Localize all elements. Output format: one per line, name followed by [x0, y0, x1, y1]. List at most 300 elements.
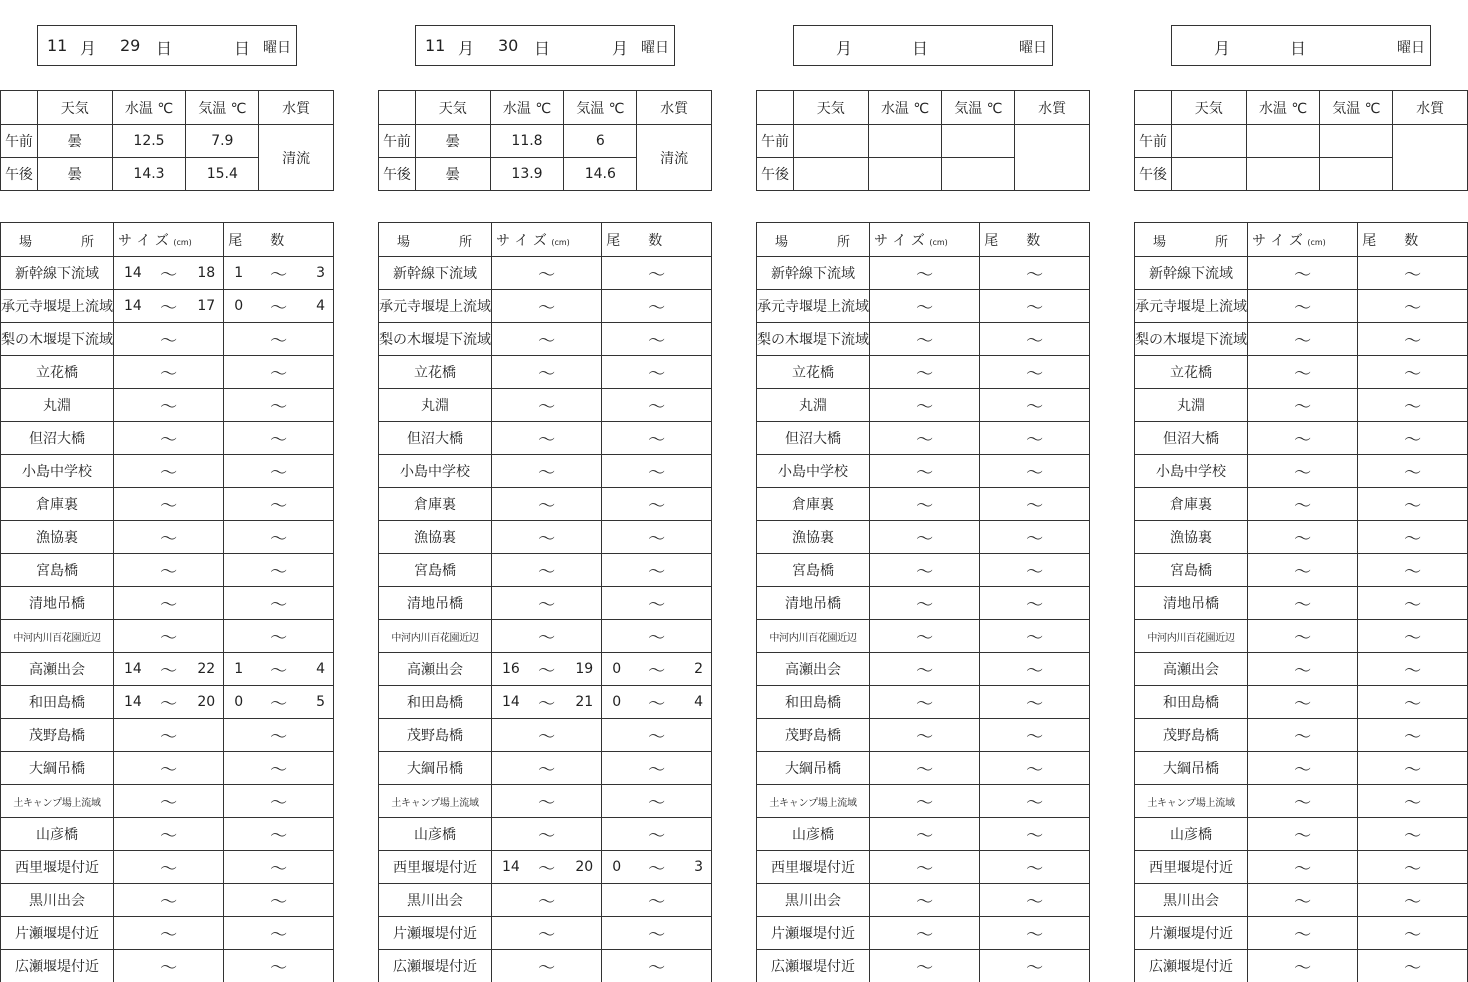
- count-range-tilde: 〜: [1026, 859, 1044, 880]
- water-quality-value: 清流: [259, 125, 334, 191]
- count-range-tilde: 〜: [1026, 793, 1044, 814]
- count-header: 尾 数: [1358, 223, 1468, 257]
- location-name: 中河内川百花園近辺: [1135, 620, 1248, 653]
- size-cell: [870, 950, 980, 982]
- catch-table: [0, 222, 334, 982]
- size-cell: [870, 752, 980, 785]
- pm-weather: [793, 158, 868, 191]
- water-temp-header: 水温 ℃: [868, 91, 942, 125]
- table-row: [1, 884, 334, 917]
- water-temp-header: 水温 ℃: [1246, 91, 1320, 125]
- size-range-tilde: 〜: [538, 925, 556, 946]
- location-name: 梨の木堰堤下流域: [379, 323, 492, 356]
- size-range-tilde: 〜: [916, 364, 934, 385]
- size-cell: [870, 719, 980, 752]
- table-row: [379, 950, 712, 982]
- size-cell: [1248, 686, 1358, 719]
- size-range-tilde: 〜: [538, 496, 556, 517]
- count-range-tilde: 〜: [648, 727, 666, 748]
- size-range-tilde: 〜: [538, 958, 556, 979]
- table-row: [1, 620, 334, 653]
- count-cell: [602, 818, 712, 851]
- weather-table: [0, 90, 334, 191]
- location-name: 高瀬出会: [379, 653, 492, 686]
- count-cell: [602, 488, 712, 521]
- count-cell: [602, 356, 712, 389]
- count-range-tilde: 〜: [270, 661, 288, 682]
- table-row: [1135, 917, 1468, 950]
- count-range-tilde: 〜: [1026, 397, 1044, 418]
- table-row: [1, 719, 334, 752]
- size-range-tilde: 〜: [160, 925, 178, 946]
- count-range-tilde: 〜: [270, 628, 288, 649]
- location-header-2: 所: [837, 235, 851, 250]
- count-cell: [224, 587, 334, 620]
- table-row: [757, 752, 1090, 785]
- size-cell: [114, 851, 224, 884]
- size-cell: [114, 389, 224, 422]
- table-row: [379, 323, 712, 356]
- location-header: [1, 223, 114, 257]
- table-row: [379, 653, 712, 686]
- air-temp-header: 気温 ℃: [186, 91, 259, 125]
- catch-table: [756, 222, 1090, 982]
- table-row: [379, 455, 712, 488]
- size-range-tilde: 〜: [538, 298, 556, 319]
- count-range-tilde: 〜: [1026, 595, 1044, 616]
- count-range-tilde: 〜: [1404, 562, 1422, 583]
- count-cell: [602, 422, 712, 455]
- pm-water-temp: 14.3: [112, 158, 186, 191]
- count-cell: [224, 356, 334, 389]
- count-range-tilde: 〜: [648, 760, 666, 781]
- location-name: 黒川出会: [1, 884, 114, 917]
- size-cell: [1248, 389, 1358, 422]
- size-cell: [492, 719, 602, 752]
- size-range-tilde: 〜: [538, 595, 556, 616]
- size-cell: [870, 818, 980, 851]
- count-range-tilde: 〜: [270, 397, 288, 418]
- count-cell: [1358, 455, 1468, 488]
- size-range-tilde: 〜: [538, 892, 556, 913]
- size-cell: [1248, 719, 1358, 752]
- size-max: 20: [575, 859, 594, 875]
- location-name: 黒川出会: [379, 884, 492, 917]
- table-row: [1135, 422, 1468, 455]
- size-header: [1248, 223, 1358, 257]
- location-name: 山彦橋: [1, 818, 114, 851]
- water-quality-header: 水質: [1015, 91, 1090, 125]
- size-range-tilde: 〜: [1294, 265, 1312, 286]
- size-range-tilde: 〜: [160, 694, 178, 715]
- location-name: 小島中学校: [379, 455, 492, 488]
- location-name: 広瀬堰堤付近: [757, 950, 870, 982]
- count-cell: [980, 422, 1090, 455]
- count-cell: [1358, 884, 1468, 917]
- size-range-tilde: 〜: [916, 529, 934, 550]
- count-range-tilde: 〜: [648, 694, 666, 715]
- table-row: [1, 521, 334, 554]
- size-range-tilde: 〜: [538, 760, 556, 781]
- pm-water-temp: 13.9: [490, 158, 564, 191]
- location-name: 山彦橋: [1135, 818, 1248, 851]
- location-name: 但沼大橋: [379, 422, 492, 455]
- count-range-tilde: 〜: [648, 826, 666, 847]
- table-row: [757, 290, 1090, 323]
- pm-air-temp: 15.4: [186, 158, 259, 191]
- size-cell: [1248, 884, 1358, 917]
- count-min: 0: [234, 298, 244, 314]
- size-cell: [492, 323, 602, 356]
- count-range-tilde: 〜: [648, 628, 666, 649]
- location-name: 土キャンプ場上流域: [757, 785, 870, 818]
- am-water-temp: [868, 125, 942, 158]
- count-range-tilde: 〜: [648, 430, 666, 451]
- size-min: 14: [502, 859, 520, 875]
- count-range-tilde: 〜: [1026, 463, 1044, 484]
- size-range-tilde: 〜: [160, 298, 178, 319]
- table-row: [757, 356, 1090, 389]
- location-name: 土キャンプ場上流域: [1135, 785, 1248, 818]
- count-cell: [224, 950, 334, 982]
- location-name: 清地吊橋: [379, 587, 492, 620]
- pm-water-temp: [868, 158, 942, 191]
- location-name: 漁協裏: [379, 521, 492, 554]
- size-range-tilde: 〜: [916, 793, 934, 814]
- count-cell: [602, 884, 712, 917]
- location-header-1: 場: [775, 235, 789, 250]
- location-name: 和田島橋: [1, 686, 114, 719]
- count-range-tilde: 〜: [1404, 529, 1422, 550]
- table-row: [1, 422, 334, 455]
- location-name: 承元寺堰堤上流域: [1135, 290, 1248, 323]
- location-name: 山彦橋: [757, 818, 870, 851]
- count-cell: [980, 356, 1090, 389]
- date-weekday-label: 曜日: [641, 40, 669, 56]
- table-row: [1135, 455, 1468, 488]
- table-row: [1135, 686, 1468, 719]
- location-name: 中河内川百花園近辺: [379, 620, 492, 653]
- size-range-tilde: 〜: [1294, 562, 1312, 583]
- count-range-tilde: 〜: [1404, 265, 1422, 286]
- water-quality-header: 水質: [1393, 91, 1468, 125]
- count-cell: [602, 587, 712, 620]
- size-cell: [870, 620, 980, 653]
- size-range-tilde: 〜: [160, 727, 178, 748]
- table-row: [1135, 752, 1468, 785]
- count-range-tilde: 〜: [648, 331, 666, 352]
- table-row: [1135, 488, 1468, 521]
- location-name: 梨の木堰堤下流域: [1, 323, 114, 356]
- size-range-tilde: 〜: [1294, 793, 1312, 814]
- count-cell: [1358, 554, 1468, 587]
- size-cell: [1248, 950, 1358, 982]
- location-name: 漁協裏: [1, 521, 114, 554]
- table-row: [379, 389, 712, 422]
- size-range-tilde: 〜: [160, 628, 178, 649]
- size-range-tilde: 〜: [916, 694, 934, 715]
- location-name: 茂野島橋: [757, 719, 870, 752]
- count-cell: [1358, 785, 1468, 818]
- table-row: [1135, 257, 1468, 290]
- size-range-tilde: 〜: [1294, 430, 1312, 451]
- water-temp-header: 水温 ℃: [112, 91, 186, 125]
- count-cell: [980, 554, 1090, 587]
- am-label: 午前: [757, 125, 794, 158]
- size-max: 19: [575, 661, 594, 677]
- location-header-1: 場: [1153, 235, 1167, 250]
- date-day-value: 30: [498, 36, 519, 55]
- count-cell: [1358, 752, 1468, 785]
- location-name: 広瀬堰堤付近: [1, 950, 114, 982]
- count-header: 尾 数: [980, 223, 1090, 257]
- count-cell: [224, 488, 334, 521]
- count-range-tilde: 〜: [270, 265, 288, 286]
- count-cell: [980, 521, 1090, 554]
- location-name: 高瀬出会: [1135, 653, 1248, 686]
- size-cell: [870, 257, 980, 290]
- table-row: [1, 488, 334, 521]
- size-range-tilde: 〜: [538, 826, 556, 847]
- size-range-tilde: 〜: [160, 463, 178, 484]
- count-range-tilde: 〜: [648, 397, 666, 418]
- location-name: 立花橋: [1, 356, 114, 389]
- pm-air-temp: [1320, 158, 1393, 191]
- count-max: 4: [316, 661, 325, 677]
- location-name: 清地吊橋: [1, 587, 114, 620]
- size-range-tilde: 〜: [160, 859, 178, 880]
- table-row: [379, 422, 712, 455]
- size-cell: [1248, 521, 1358, 554]
- table-row: [1, 653, 334, 686]
- count-range-tilde: 〜: [1404, 628, 1422, 649]
- weather-table: [378, 90, 712, 191]
- size-cell: [492, 356, 602, 389]
- location-name: 茂野島橋: [1, 719, 114, 752]
- count-range-tilde: 〜: [1026, 364, 1044, 385]
- size-cell: [114, 257, 224, 290]
- location-name: 梨の木堰堤下流域: [1135, 323, 1248, 356]
- count-range-tilde: 〜: [270, 529, 288, 550]
- count-cell: [1358, 323, 1468, 356]
- size-range-tilde: 〜: [538, 397, 556, 418]
- location-name: 但沼大橋: [1135, 422, 1248, 455]
- count-cell: [224, 884, 334, 917]
- count-cell: [1358, 488, 1468, 521]
- location-name: 丸淵: [1, 389, 114, 422]
- size-header-label: サ イ ズ: [874, 232, 925, 249]
- am-weather: [1171, 125, 1246, 158]
- am-air-temp: [1320, 125, 1393, 158]
- table-row: [1, 752, 334, 785]
- am-air-temp: 7.9: [186, 125, 259, 158]
- size-cell: [870, 686, 980, 719]
- count-range-tilde: 〜: [1026, 958, 1044, 979]
- size-cell: [870, 554, 980, 587]
- air-temp-header: 気温 ℃: [1320, 91, 1393, 125]
- size-range-tilde: 〜: [916, 496, 934, 517]
- size-cell: [114, 455, 224, 488]
- size-range-tilde: 〜: [916, 826, 934, 847]
- count-cell: [602, 653, 712, 686]
- count-range-tilde: 〜: [270, 694, 288, 715]
- count-max: 3: [316, 265, 325, 281]
- location-name: 片瀬堰堤付近: [379, 917, 492, 950]
- size-range-tilde: 〜: [538, 793, 556, 814]
- size-cell: [870, 323, 980, 356]
- size-cell: [1248, 587, 1358, 620]
- table-row: [379, 752, 712, 785]
- table-row: [1, 389, 334, 422]
- size-range-tilde: 〜: [160, 562, 178, 583]
- size-range-tilde: 〜: [1294, 661, 1312, 682]
- size-range-tilde: 〜: [1294, 760, 1312, 781]
- size-min: 14: [124, 265, 142, 281]
- size-range-tilde: 〜: [160, 265, 178, 286]
- count-range-tilde: 〜: [1026, 661, 1044, 682]
- size-cell: [1248, 356, 1358, 389]
- location-name: 大綱吊橋: [1, 752, 114, 785]
- location-name: 中河内川百花園近辺: [757, 620, 870, 653]
- table-row: [1, 290, 334, 323]
- size-range-tilde: 〜: [538, 694, 556, 715]
- size-cell: [114, 521, 224, 554]
- table-row: [1, 257, 334, 290]
- cm-unit-label: (cm): [551, 237, 570, 247]
- am-water-temp: [1246, 125, 1320, 158]
- table-row: [1135, 323, 1468, 356]
- pm-weather: 曇: [37, 158, 112, 191]
- location-name: 新幹線下流域: [1, 257, 114, 290]
- count-cell: [224, 719, 334, 752]
- size-range-tilde: 〜: [1294, 694, 1312, 715]
- count-range-tilde: 〜: [270, 859, 288, 880]
- table-row: [379, 521, 712, 554]
- size-cell: [1248, 455, 1358, 488]
- table-row: [1, 917, 334, 950]
- size-range-tilde: 〜: [916, 298, 934, 319]
- count-cell: [602, 521, 712, 554]
- table-row: [757, 620, 1090, 653]
- size-range-tilde: 〜: [538, 265, 556, 286]
- count-range-tilde: 〜: [1404, 331, 1422, 352]
- table-row: [1, 851, 334, 884]
- size-cell: [870, 851, 980, 884]
- count-range-tilde: 〜: [648, 892, 666, 913]
- am-weather: [793, 125, 868, 158]
- size-cell: [492, 389, 602, 422]
- count-range-tilde: 〜: [648, 661, 666, 682]
- count-range-tilde: 〜: [1026, 562, 1044, 583]
- size-range-tilde: 〜: [916, 892, 934, 913]
- size-cell: [870, 785, 980, 818]
- size-range-tilde: 〜: [1294, 529, 1312, 550]
- count-cell: [224, 455, 334, 488]
- size-cell: [492, 785, 602, 818]
- count-range-tilde: 〜: [1026, 331, 1044, 352]
- size-cell: [1248, 323, 1358, 356]
- count-range-tilde: 〜: [648, 859, 666, 880]
- count-range-tilde: 〜: [1404, 925, 1422, 946]
- size-range-tilde: 〜: [916, 859, 934, 880]
- size-max: 22: [197, 661, 216, 677]
- size-range-tilde: 〜: [916, 265, 934, 286]
- table-row: [379, 818, 712, 851]
- date-weekday-value: 月: [612, 39, 629, 58]
- size-cell: [870, 521, 980, 554]
- location-name: 高瀬出会: [1, 653, 114, 686]
- location-name: 大綱吊橋: [379, 752, 492, 785]
- size-range-tilde: 〜: [538, 529, 556, 550]
- size-cell: [492, 884, 602, 917]
- table-row: [379, 488, 712, 521]
- count-min: 0: [234, 694, 244, 710]
- count-range-tilde: 〜: [270, 364, 288, 385]
- count-cell: [602, 851, 712, 884]
- location-name: 但沼大橋: [1, 422, 114, 455]
- size-min: 16: [502, 661, 520, 677]
- size-cell: [870, 422, 980, 455]
- table-row: [379, 851, 712, 884]
- count-cell: [602, 290, 712, 323]
- location-name: 大綱吊橋: [757, 752, 870, 785]
- location-name: 倉庫裏: [379, 488, 492, 521]
- table-row: [1135, 653, 1468, 686]
- size-cell: [1248, 785, 1358, 818]
- table-row: [757, 950, 1090, 982]
- location-name: 土キャンプ場上流域: [1, 785, 114, 818]
- count-cell: [1358, 389, 1468, 422]
- cm-unit-label: (cm): [929, 237, 948, 247]
- date-month-value: 11: [425, 36, 446, 55]
- am-water-temp: 12.5: [112, 125, 186, 158]
- size-range-tilde: 〜: [916, 628, 934, 649]
- am-label: 午前: [1, 125, 38, 158]
- count-range-tilde: 〜: [270, 430, 288, 451]
- location-name: 西里堰堤付近: [379, 851, 492, 884]
- count-min: 0: [612, 859, 622, 875]
- am-water-temp: 11.8: [490, 125, 564, 158]
- am-air-temp: 6: [564, 125, 637, 158]
- size-range-tilde: 〜: [160, 760, 178, 781]
- table-row: [757, 323, 1090, 356]
- count-range-tilde: 〜: [270, 760, 288, 781]
- size-range-tilde: 〜: [160, 397, 178, 418]
- size-header-label: サ イ ズ: [1252, 232, 1303, 249]
- location-name: 丸淵: [379, 389, 492, 422]
- table-row: [757, 719, 1090, 752]
- pm-label: 午後: [1135, 158, 1172, 191]
- size-cell: [1248, 818, 1358, 851]
- size-range-tilde: 〜: [160, 892, 178, 913]
- location-name: 中河内川百花園近辺: [1, 620, 114, 653]
- weather-table: [1134, 90, 1468, 191]
- size-cell: [492, 554, 602, 587]
- date-box: [415, 25, 675, 66]
- table-row: [1135, 356, 1468, 389]
- count-range-tilde: 〜: [648, 298, 666, 319]
- size-range-tilde: 〜: [1294, 364, 1312, 385]
- count-cell: [224, 917, 334, 950]
- count-cell: [602, 917, 712, 950]
- location-name: 大綱吊橋: [1135, 752, 1248, 785]
- count-range-tilde: 〜: [1026, 760, 1044, 781]
- count-cell: [980, 620, 1090, 653]
- count-header: 尾 数: [224, 223, 334, 257]
- location-name: 梨の木堰堤下流域: [757, 323, 870, 356]
- date-month-value: 11: [47, 36, 68, 55]
- size-range-tilde: 〜: [916, 727, 934, 748]
